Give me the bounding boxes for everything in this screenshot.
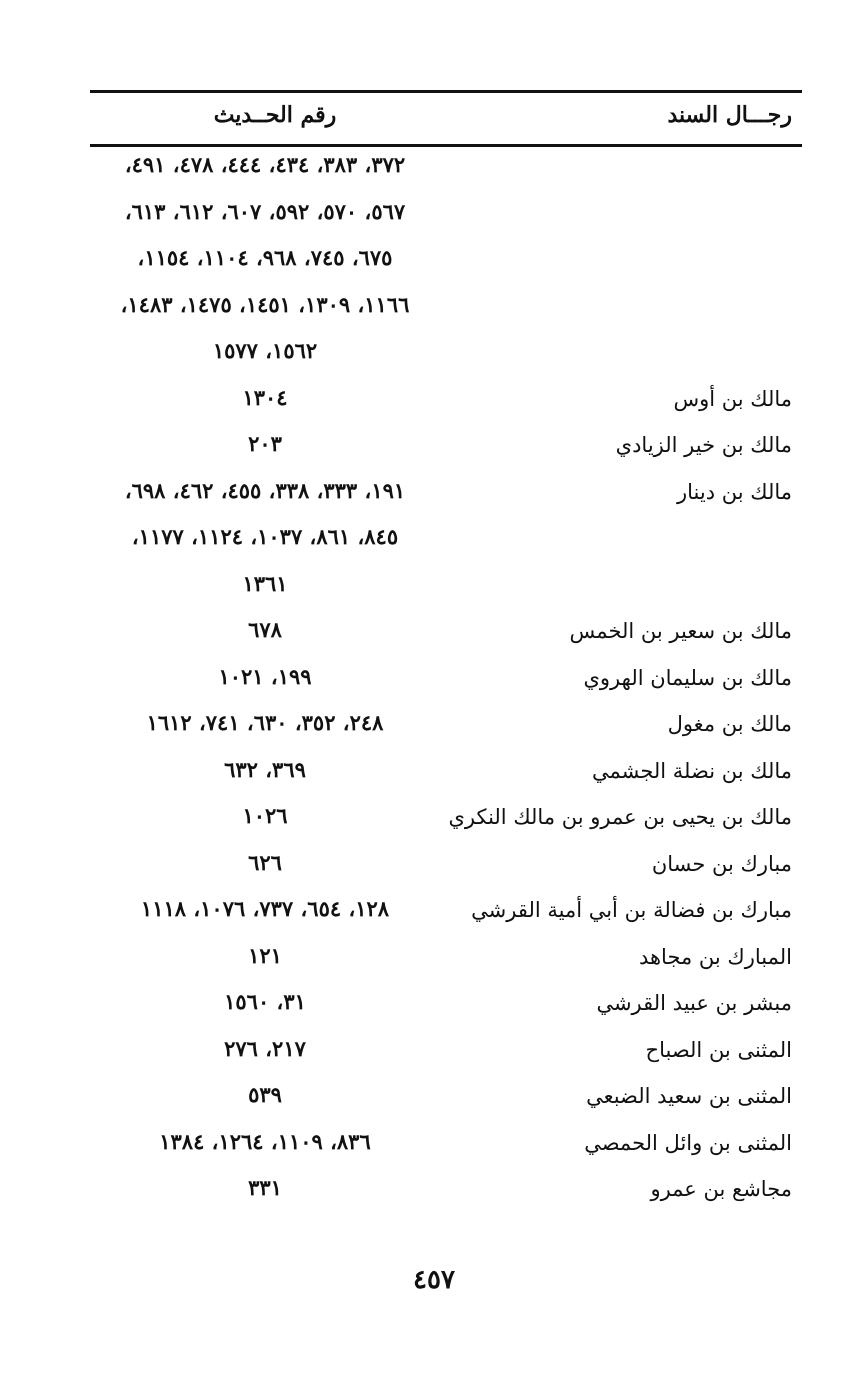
table-row bbox=[90, 658, 802, 705]
narrator-name: المثنى بن وائل الحمصي bbox=[584, 1130, 792, 1155]
table-header bbox=[90, 98, 802, 138]
narrator-name: مالك بن أوس bbox=[673, 386, 792, 411]
narrator-name: مالك بن دينار bbox=[677, 479, 792, 504]
table-row bbox=[90, 1169, 802, 1216]
table-row bbox=[90, 704, 802, 751]
hadith-numbers: ١٥٦٢، ١٥٧٧ bbox=[212, 338, 318, 363]
hadith-numbers: ٦٢٦ bbox=[248, 849, 282, 875]
narrator-name: مبارك بن حسان bbox=[651, 851, 792, 876]
table-row bbox=[90, 425, 802, 472]
narrator-name: المبارك بن مجاهد bbox=[638, 944, 792, 969]
table-row bbox=[90, 983, 802, 1030]
table-row bbox=[90, 565, 802, 612]
hadith-number-column-header: رقم الحــديث bbox=[213, 102, 337, 128]
narrator-name: مالك بن خير الزيادي bbox=[615, 433, 792, 457]
table-row bbox=[90, 146, 802, 193]
hadith-numbers: ٥٣٩ bbox=[248, 1082, 282, 1107]
hadith-numbers: ٨٤٥، ٨٦١، ١٠٣٧، ١١٢٤، ١١٧٧، bbox=[131, 524, 399, 549]
table-row bbox=[90, 472, 802, 519]
hadith-numbers: ٣٦٩، ٦٣٢ bbox=[224, 756, 306, 782]
hadith-numbers: ١٠٢٦ bbox=[242, 803, 288, 828]
hadith-numbers: ٣٧٢، ٣٨٣، ٤٣٤، ٤٤٤، ٤٧٨، ٤٩١، bbox=[124, 152, 406, 177]
header-top-rule bbox=[90, 90, 802, 93]
narrator-name: مالك بن نضلة الجشمي bbox=[591, 758, 792, 783]
hadith-numbers: ١٢٨، ٦٥٤، ٧٣٧، ١٠٧٦، ١١١٨ bbox=[140, 896, 390, 921]
hadith-numbers: ٥٦٧، ٥٧٠، ٥٩٢، ٦٠٧، ٦١٢، ٦١٣، bbox=[124, 198, 406, 224]
hadith-numbers: ٣٣١ bbox=[248, 1175, 282, 1200]
narrator-name: مبارك بن فضالة بن أبي أمية القرشي bbox=[471, 898, 792, 922]
table-row bbox=[90, 844, 802, 891]
table-row bbox=[90, 193, 802, 240]
table-row bbox=[90, 286, 802, 333]
hadith-numbers: ٢٠٣ bbox=[248, 431, 282, 456]
hadith-numbers: ٦٧٨ bbox=[248, 617, 282, 642]
hadith-numbers: ٢١٧، ٢٧٦ bbox=[224, 1035, 306, 1061]
table-row bbox=[90, 332, 802, 379]
table-row bbox=[90, 1123, 802, 1170]
table-row bbox=[90, 518, 802, 565]
table-row bbox=[90, 890, 802, 937]
hadith-numbers: ١٢١ bbox=[248, 942, 282, 968]
table-row bbox=[90, 379, 802, 426]
table-row bbox=[90, 751, 802, 798]
narrator-name: مالك بن سليمان الهروي bbox=[583, 665, 792, 690]
table-row bbox=[90, 239, 802, 286]
hadith-numbers: ٦٧٥، ٧٤٥، ٩٦٨، ١١٠٤، ١١٥٤، bbox=[137, 245, 393, 270]
table-row bbox=[90, 1030, 802, 1077]
table-row bbox=[90, 611, 802, 658]
narrators-index-table bbox=[90, 146, 802, 1216]
narrator-name: مالك بن سعير بن الخمس bbox=[569, 619, 792, 643]
narrator-name: مجاشع بن عمرو bbox=[650, 1177, 792, 1201]
narrator-name: مبشر بن عبيد القرشي bbox=[596, 991, 792, 1015]
table-row bbox=[90, 1076, 802, 1123]
narrator-name: مالك بن مغول bbox=[667, 712, 792, 736]
narrator-name: مالك بن يحيى بن عمرو بن مالك النكري bbox=[448, 805, 792, 829]
hadith-numbers: ٨٣٦، ١١٠٩، ١٢٦٤، ١٣٨٤ bbox=[159, 1128, 371, 1154]
hadith-numbers: ١٩١، ٣٣٣، ٣٣٨، ٤٥٥، ٤٦٢، ٦٩٨، bbox=[124, 477, 406, 503]
hadith-numbers: ١٩٩، ١٠٢١ bbox=[218, 663, 312, 689]
hadith-numbers: ١٣٠٤ bbox=[242, 384, 288, 410]
hadith-numbers: ٣١، ١٥٦٠ bbox=[224, 989, 306, 1014]
hadith-numbers: ١٣٦١ bbox=[242, 570, 288, 596]
hadith-numbers: ٢٤٨، ٣٥٢، ٦٣٠، ٧٤١، ١٦١٢ bbox=[146, 710, 384, 735]
table-row bbox=[90, 937, 802, 984]
hadith-numbers: ١١٦٦، ١٣٠٩، ١٤٥١، ١٤٧٥، ١٤٨٣، bbox=[120, 291, 410, 317]
narrator-name: المثنى بن سعيد الضبعي bbox=[586, 1084, 792, 1108]
narrators-column-header: رجـــال السند bbox=[667, 102, 792, 128]
page-number: ٤٥٧ bbox=[413, 1265, 455, 1295]
narrator-name: المثنى بن الصباح bbox=[645, 1037, 792, 1062]
table-row bbox=[90, 797, 802, 844]
